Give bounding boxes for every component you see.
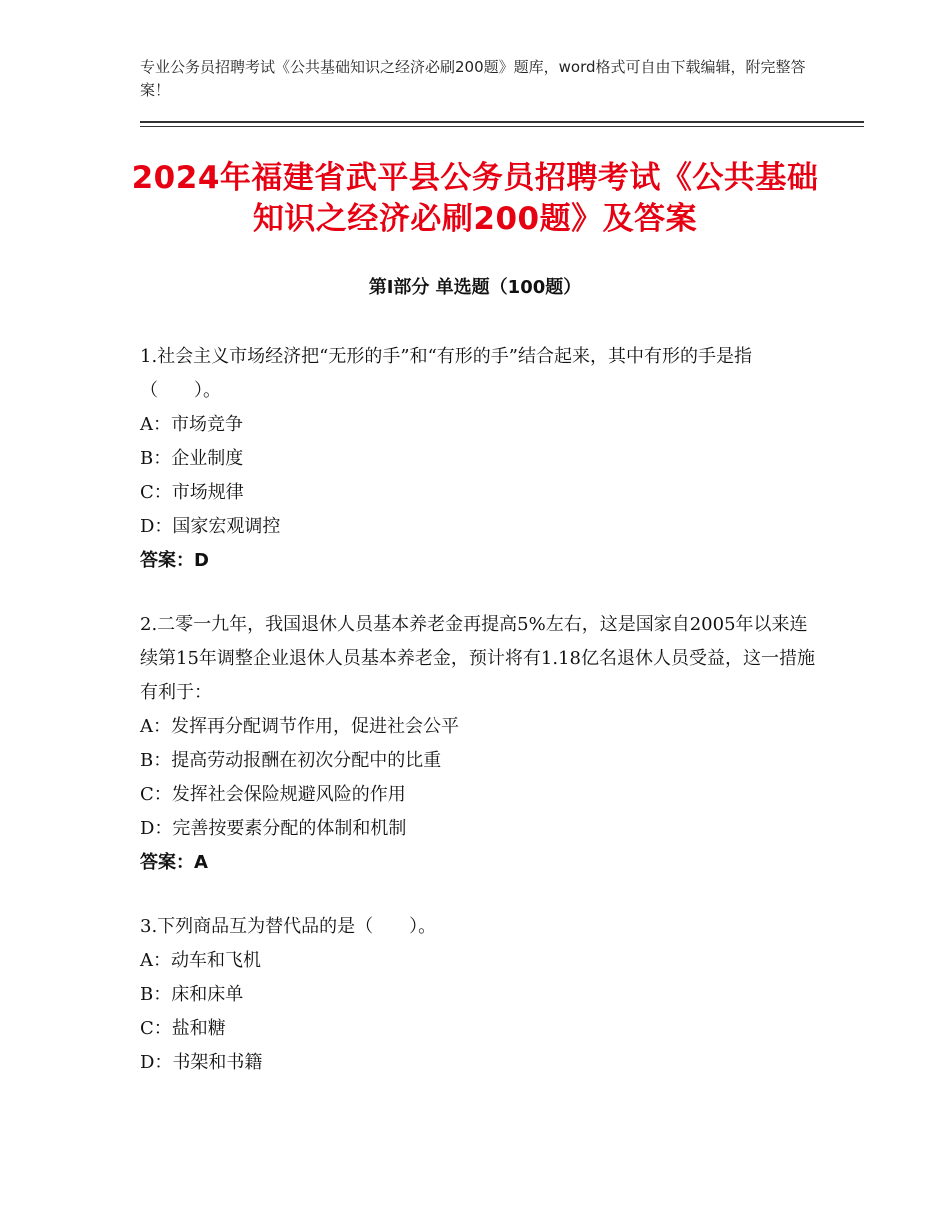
header-rule-thick [140, 121, 864, 123]
header-note: 专业公务员招聘考试《公共基础知识之经济必刷200题》题库，word格式可自由下载编辑，附完整答案！ [140, 58, 806, 99]
option-d: D：完善按要素分配的体制和机制 [140, 818, 407, 839]
header-rule-thin [140, 126, 864, 127]
option-a: A：市场竞争 [140, 414, 243, 435]
option-a: A：发挥再分配调节作用，促进社会公平 [140, 716, 459, 737]
option-d: D：国家宏观调控 [140, 516, 281, 537]
question-stem: 1.社会主义市场经济把“无形的手”和“有形的手”结合起来，其中有形的手是指（ ）。 [140, 346, 752, 401]
question-3 [140, 910, 820, 1080]
option-b: B：床和床单 [140, 984, 244, 1005]
option-b: B：提高劳动报酬在初次分配中的比重 [140, 750, 442, 771]
document-title: 2024年福建省武平县公务员招聘考试《公共基础知识之经济必刷200题》及答案 [131, 160, 819, 237]
question-2 [140, 608, 820, 880]
option-d: D：书架和书籍 [140, 1052, 263, 1073]
question-1 [140, 340, 820, 578]
answer: 答案：D [140, 550, 209, 571]
answer: 答案：A [140, 852, 208, 873]
option-c: C：市场规律 [140, 482, 244, 503]
question-stem: 2.二零一九年，我国退休人员基本养老金再提高5%左右，这是国家自2005年以来连续第15年调整企业退休人员基本养老金，预计将有1.18亿名退休人员受益，这一措施有利于： [140, 614, 815, 703]
option-c: C：盐和糖 [140, 1018, 226, 1039]
question-list [140, 340, 820, 1110]
section-title: 第Ⅰ部分 单选题（100题） [368, 277, 582, 298]
option-c: C：发挥社会保险规避风险的作用 [140, 784, 406, 805]
option-a: A：动车和飞机 [140, 950, 261, 971]
option-b: B：企业制度 [140, 448, 244, 469]
question-stem: 3.下列商品互为替代品的是（ ）。 [140, 916, 437, 937]
